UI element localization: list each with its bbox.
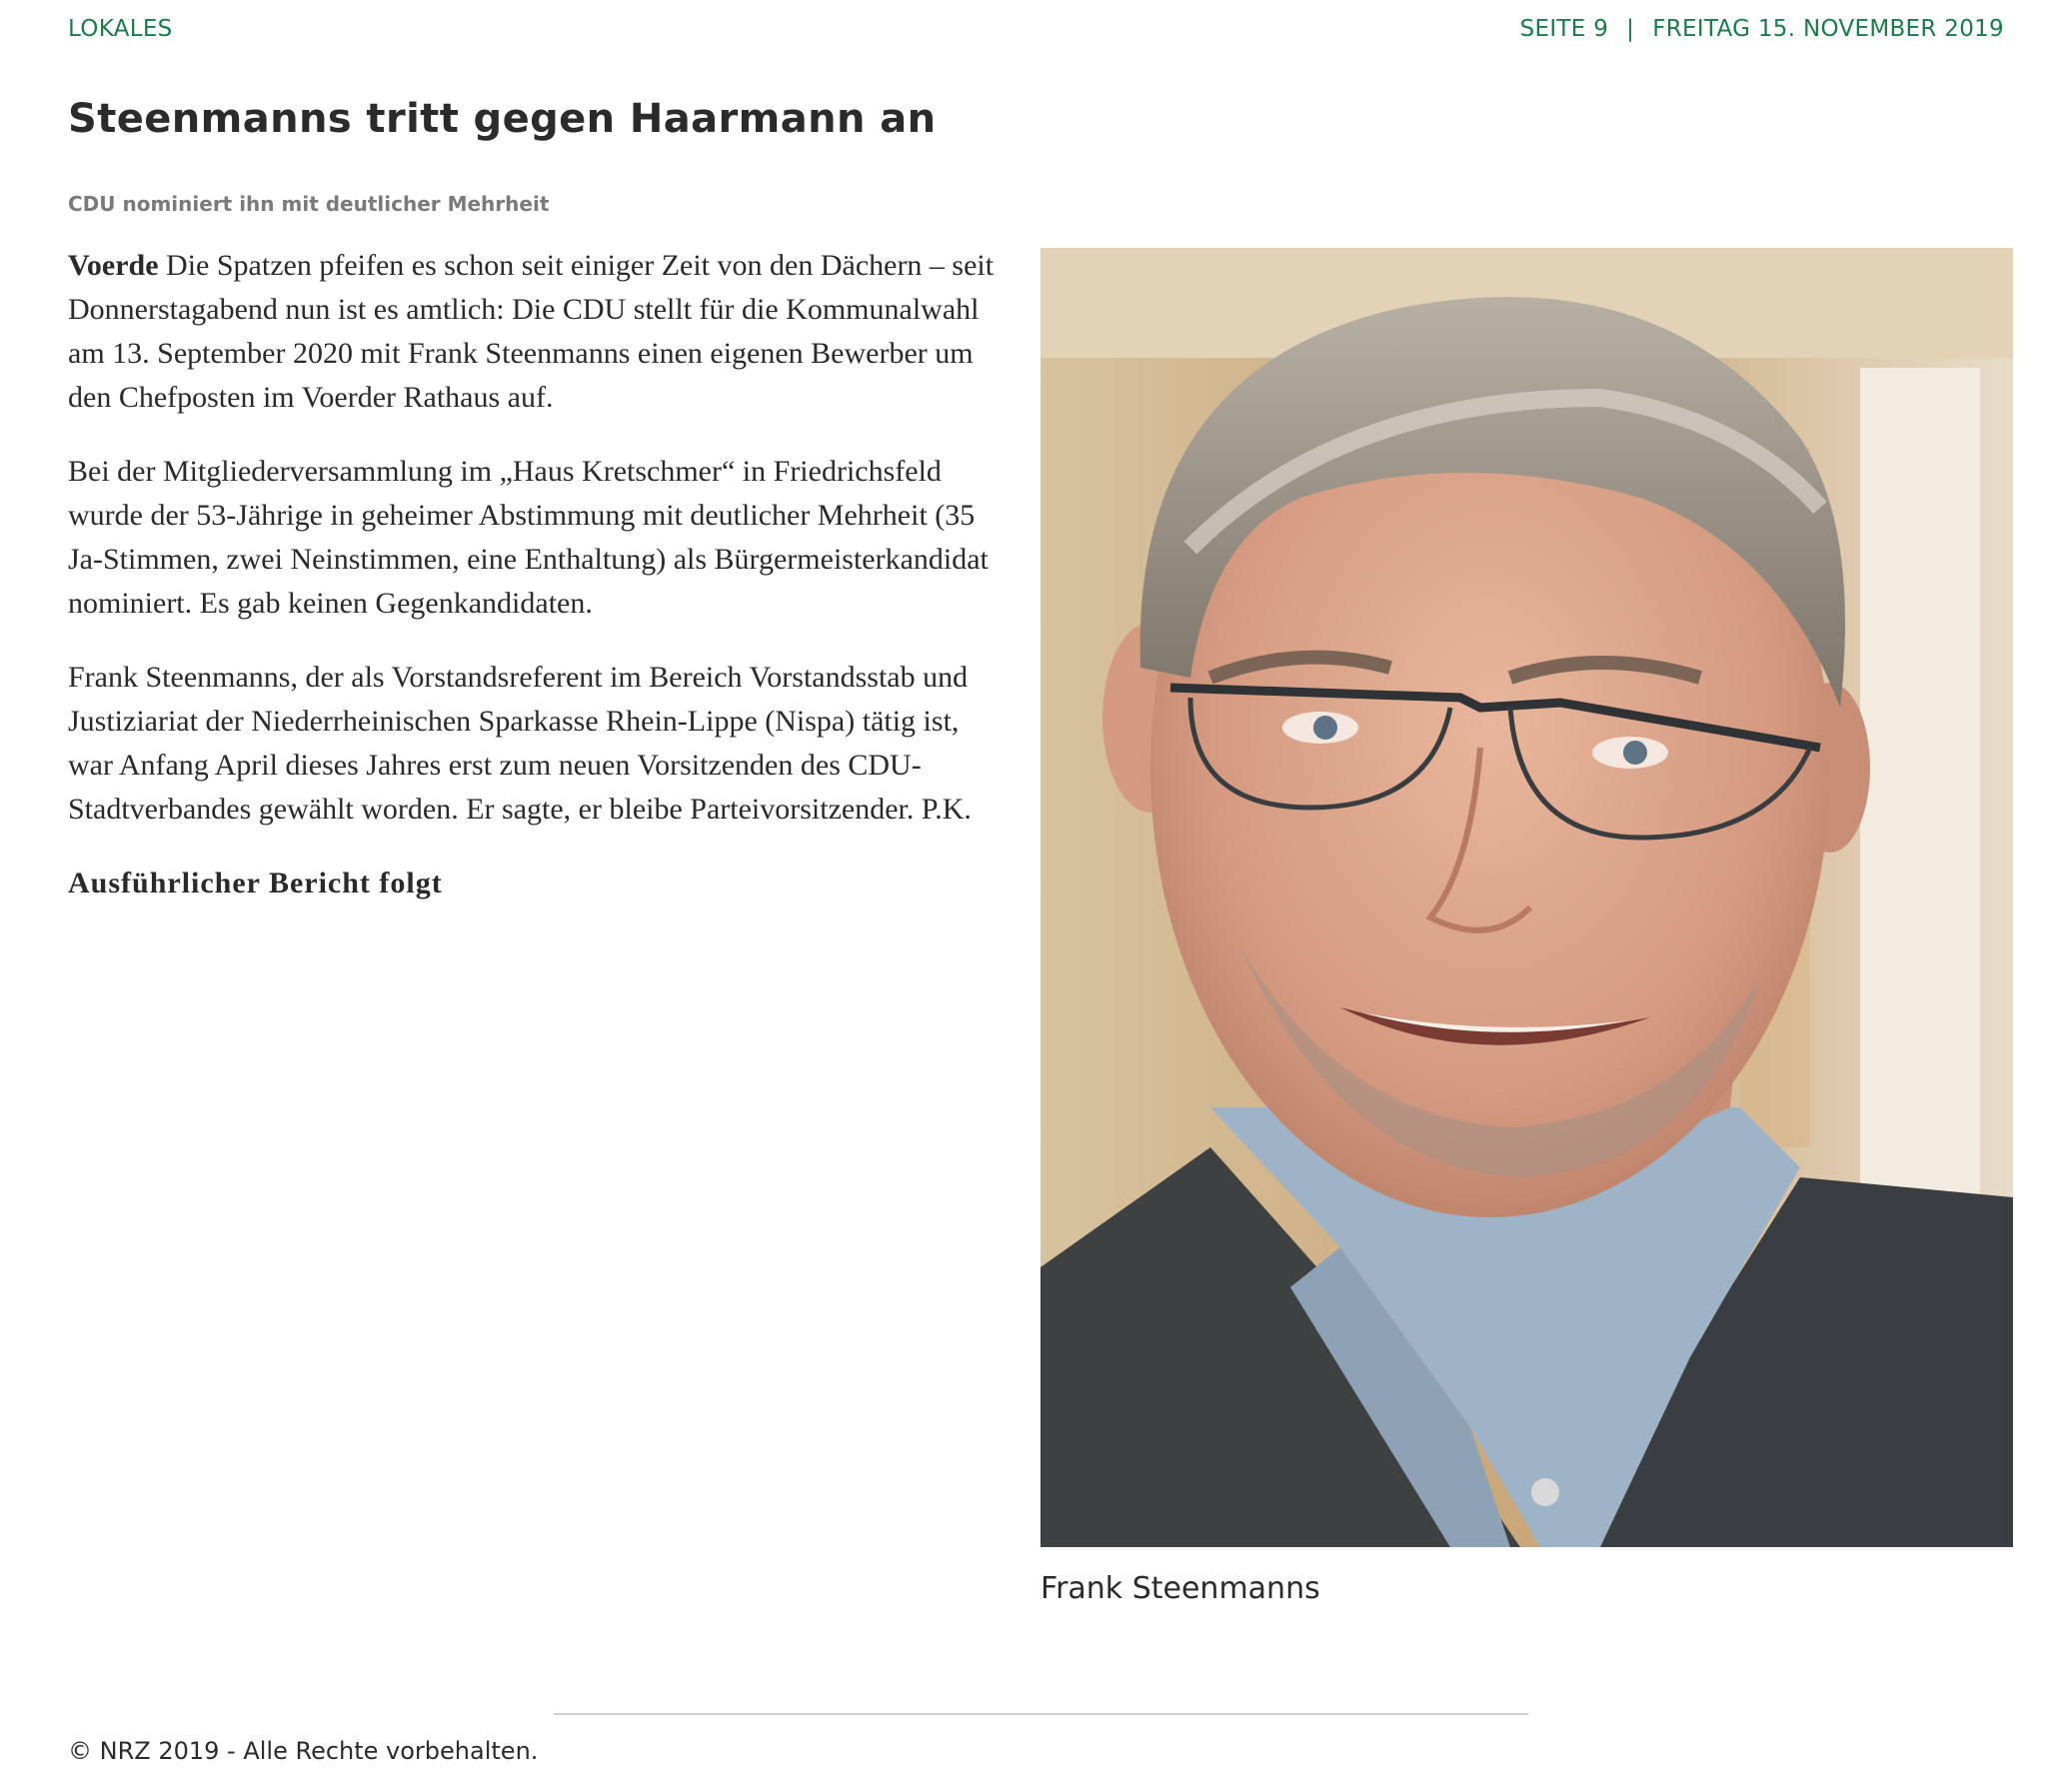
article-followup: Ausführlicher Bericht folgt — [68, 867, 443, 899]
article-paragraph — [68, 244, 1008, 420]
zoom-button[interactable] — [1927, 1461, 1991, 1525]
article-dateline: Voerde — [68, 249, 159, 282]
copyright-notice: © NRZ 2019 - Alle Rechte vorbehalten. — [68, 1737, 539, 1765]
zoom-in-icon — [1927, 1461, 2013, 1547]
photo-caption: Frank Steenmanns — [1040, 1571, 1320, 1606]
article-body — [68, 244, 1008, 935]
page-meta — [1520, 16, 2004, 42]
article-paragraph: Frank Steenmanns, der als Vorstandsreferent im Bereich Vorstandsstab und Justiziariat der Niederrheinischen Sparkasse Rhein-Lippe (Nispa) tätig ist, war Anfang April dieses Jahres erst zum neuen Vorsitzenden des CDU-Stadtverbandes gewählt worden. Er sagte, er bleibe Parteivorsitzender. P.K. — [68, 661, 972, 826]
article-paragraph: Bei der Mitgliederversammlung im „Haus Kretschmer“ in Friedrichsfeld wurde der 53-Jährige in geheimer Abstimmung mit deutlicher Mehrheit (35 Ja-Stimmen, zwei Neinstimmen, eine Enthaltung) als Bürgermeisterkandidat nominiert. Es gab keinen Gegenkandidaten. — [68, 455, 989, 620]
article-photo[interactable] — [1040, 248, 2013, 1547]
page-number: SEITE 9 — [1519, 16, 1609, 42]
header-separator: | — [1626, 16, 1635, 42]
paragraph-text: Die Spatzen pfeifen es schon seit einiger Zeit von den Dächern – seit Donnerstagabend nun ist es amtlich: Die CDU stellt für die Kommunalwahl am 13. September 2020 mit Frank Steenmanns einen eigenen Bewerber um den Chefposten im Voerder Rathaus auf. — [68, 249, 995, 414]
footer-divider — [554, 1713, 1528, 1715]
section-label: LOKALES — [68, 16, 173, 42]
page-header — [68, 16, 2004, 50]
article-subheadline: CDU nominiert ihn mit deutlicher Mehrheit — [68, 192, 550, 216]
article-headline: Steenmanns tritt gegen Haarmann an — [68, 96, 937, 142]
issue-date: FREITAG 15. NOVEMBER 2019 — [1652, 16, 2004, 42]
portrait-image — [1040, 248, 2013, 1547]
